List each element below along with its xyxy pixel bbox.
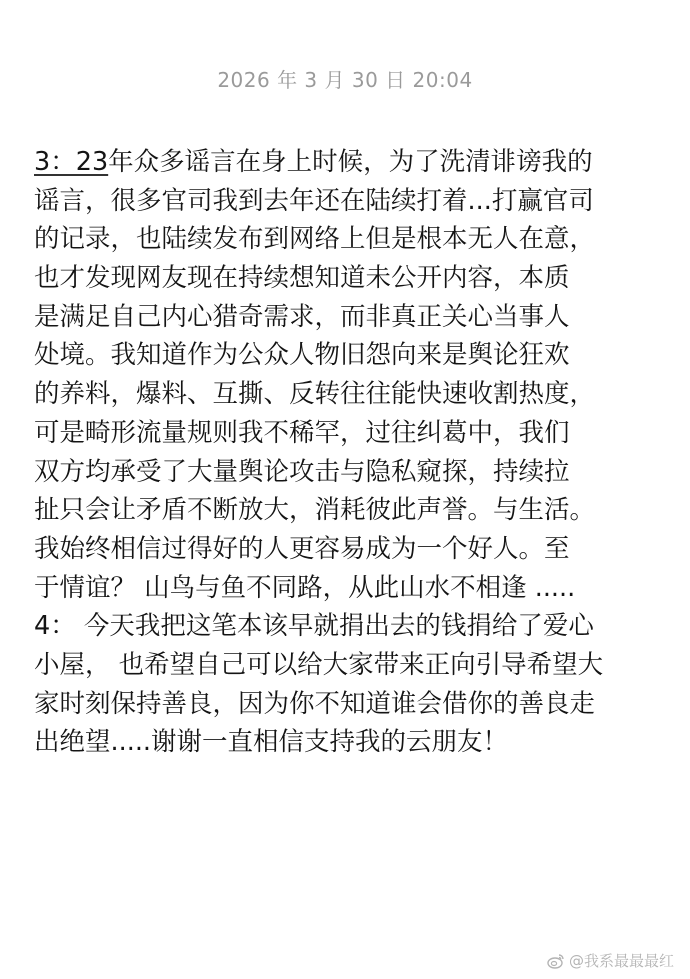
weibo-icon <box>547 952 565 970</box>
note-line: 的记录，也陆续发布到网络上但是根本无人在意， <box>34 224 596 255</box>
note-line <box>34 146 664 185</box>
watermark-text: @我系最最最红 <box>568 952 674 970</box>
note-line: 扯只会让矛盾不断放大，消耗彼此声誉。与生活。 <box>34 495 596 526</box>
watermark <box>547 950 674 971</box>
note-line: 出绝望.....谢谢一直相信支持我的云朋友！ <box>34 727 509 758</box>
note-line: 谣言，很多官司我到去年还在陆续打着...打赢官司 <box>34 185 594 216</box>
note-line: 4： 今天我把这笔本该早就捐出去的钱捐给了爱心 <box>34 611 594 642</box>
note-line: 可是畸形流量规则我不稀罕，过往纠葛中，我们 <box>34 417 570 448</box>
note-line: 小屋， 也希望自己可以给大家带来正向引导希望大 <box>34 649 604 680</box>
note-line: 也才发现网友现在持续想知道未公开内容，本质 <box>34 263 570 294</box>
note-line: 家时刻保持善良，因为你不知道谁会借你的善良走 <box>34 688 596 719</box>
note-body <box>34 146 664 765</box>
note-line: 的养料，爆料、互撕、反转往往能快速收割热度， <box>34 379 596 410</box>
note-line: 处境。我知道作为公众人物旧怨向来是舆论狂欢 <box>34 340 570 371</box>
note-line: 双方均承受了大量舆论攻击与隐私窥探，持续拉 <box>34 456 570 487</box>
note-line-text: 年众多谣言在身上时候，为了洗清诽谤我的 <box>108 147 593 177</box>
note-line: 我始终相信过得好的人更容易成为一个好人。至 <box>34 533 570 564</box>
note-line: 于情谊？ 山鸟与鱼不同路，从此山水不相逢 ..... <box>34 572 576 603</box>
note-timestamp: 2026 年 3 月 30 日 20:04 <box>217 68 473 92</box>
point-number: 3：23 <box>34 147 109 177</box>
note-line: 是满足自己内心猎奇需求，而非真正关心当事人 <box>34 301 570 332</box>
